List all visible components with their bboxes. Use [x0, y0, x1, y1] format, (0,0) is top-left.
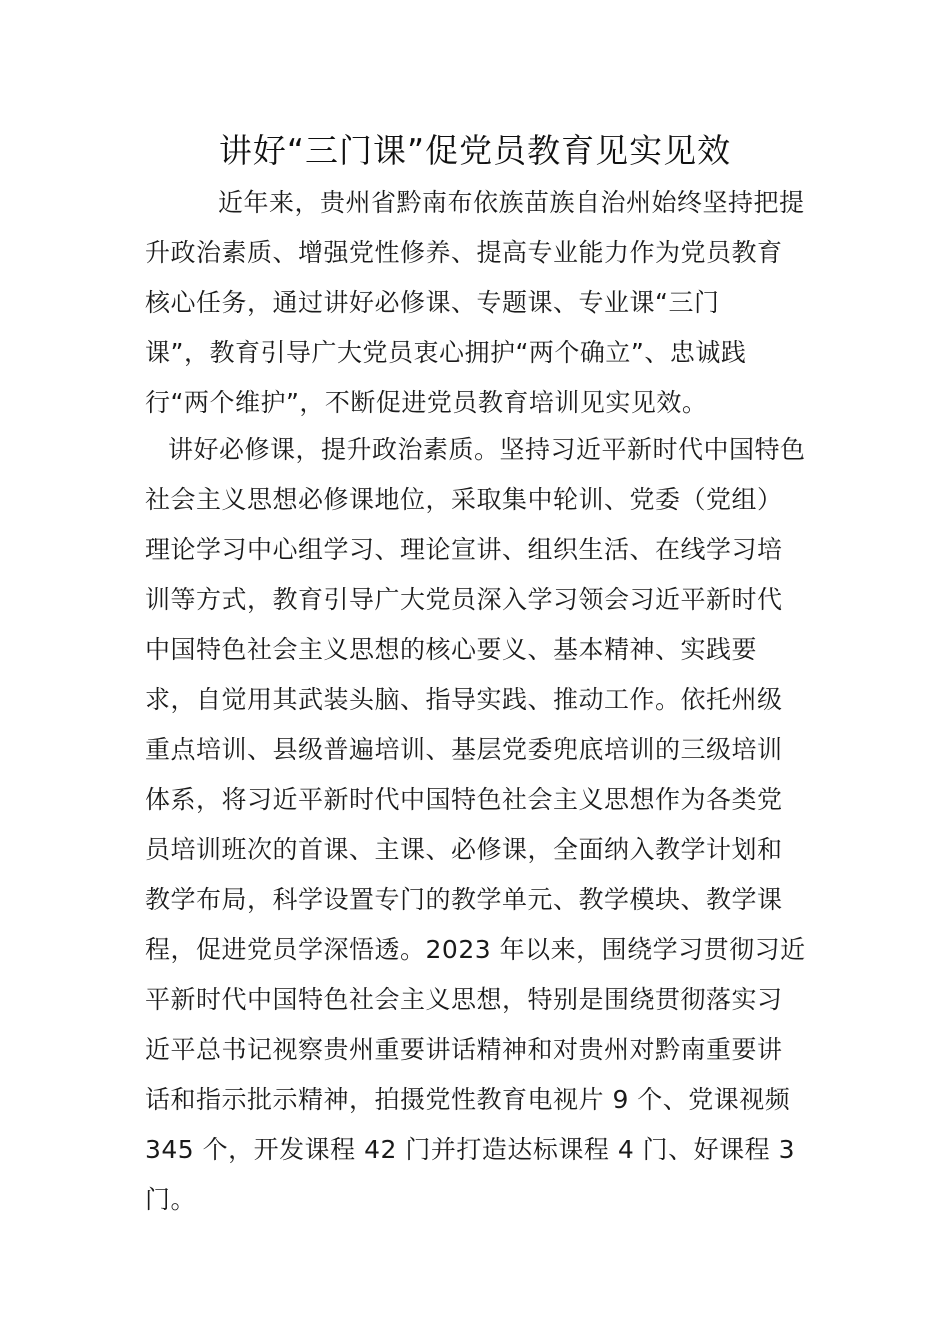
- paragraph-line: 程，促进党员学深悟透。2023 年以来，围绕学习贯彻习近: [145, 935, 806, 964]
- paragraph-line: 行“两个维护”，不断促进党员教育培训见实见效。: [145, 388, 708, 417]
- paragraph-line: 近平总书记视察贵州重要讲话精神和对贵州对黔南重要讲: [145, 1035, 783, 1064]
- paragraph-line: 理论学习中心组学习、理论宣讲、组织生活、在线学习培: [145, 535, 783, 564]
- paragraph-line: 近年来，贵州省黔南布依族苗族自治州始终坚持把提: [218, 188, 805, 217]
- paragraph-line: 门。: [145, 1185, 197, 1214]
- article-title: 讲好“三门课”促党员教育见实见效: [218, 131, 732, 170]
- paragraph-line: 中国特色社会主义思想的核心要义、基本精神、实践要: [145, 635, 758, 664]
- paragraph-line: 社会主义思想必修课地位，采取集中轮训、党委（党组）: [145, 485, 783, 514]
- paragraph-line: 话和指示批示精神，拍摄党性教育电视片 9 个、党课视频: [145, 1085, 791, 1114]
- paragraph-line: 员培训班次的首课、主课、必修课，全面纳入教学计划和: [145, 835, 783, 864]
- paragraph-line: 核心任务，通过讲好必修课、专题课、专业课“三门: [145, 288, 720, 317]
- paragraph-line: 升政治素质、增强党性修养、提高专业能力作为党员教育: [145, 238, 783, 267]
- paragraph-line: 训等方式，教育引导广大党员深入学习领会习近平新时代: [145, 585, 783, 614]
- paragraph-line: 体系，将习近平新时代中国特色社会主义思想作为各类党: [145, 785, 783, 814]
- paragraph-line: 求，自觉用其武装头脑、指导实践、推动工作。依托州级: [145, 685, 783, 714]
- paragraph-line: 教学布局，科学设置专门的教学单元、教学模块、教学课: [145, 885, 783, 914]
- paragraph-line: 重点培训、县级普遍培训、基层党委兜底培训的三级培训: [145, 735, 783, 764]
- paragraph-line: 讲好必修课，提升政治素质。坚持习近平新时代中国特色: [168, 435, 806, 464]
- paragraph-line: 平新时代中国特色社会主义思想，特别是围绕贯彻落实习: [145, 985, 783, 1014]
- paragraph-line: 课”，教育引导广大党员衷心拥护“两个确立”、忠诚践: [145, 338, 747, 367]
- paragraph-line: 345 个，开发课程 42 门并打造达标课程 4 门、好课程 3: [145, 1135, 796, 1164]
